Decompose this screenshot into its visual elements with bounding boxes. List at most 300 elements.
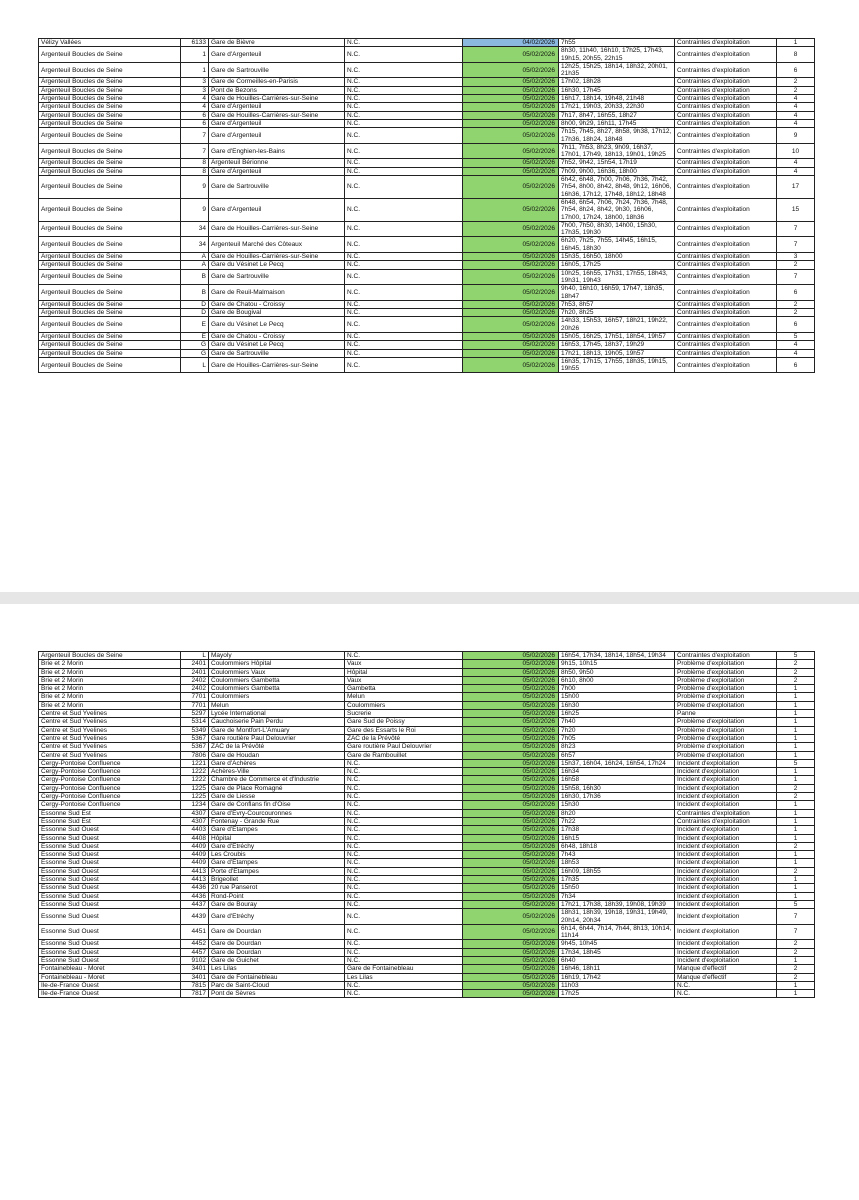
line-cell: 5349 xyxy=(181,726,209,734)
table-row xyxy=(39,198,815,221)
replacement-cell: N.C. xyxy=(345,909,463,925)
times-cell: 16h09, 18h55 xyxy=(559,867,675,875)
territory-cell: Argenteuil Boucles de Seine xyxy=(39,47,181,63)
times-cell: 8h50, 9h50 xyxy=(559,668,675,676)
date-cell: 05/02/2026 xyxy=(463,965,559,973)
line-cell: 7701 xyxy=(181,693,209,701)
table-row xyxy=(39,734,815,742)
times-cell: 17h25 xyxy=(559,990,675,998)
count-cell: 10 xyxy=(777,143,815,159)
times-cell: 9h40, 16h10, 16h59, 17h47, 18h35, 18h47 xyxy=(559,285,675,301)
reason-cell: Incident d'exploitation xyxy=(675,876,777,884)
date-cell: 05/02/2026 xyxy=(463,859,559,867)
territory-cell: Argenteuil Boucles de Seine xyxy=(39,86,181,94)
territory-cell: Centre et Sud Yvelines xyxy=(39,751,181,759)
table-row xyxy=(39,62,815,78)
date-cell: 05/02/2026 xyxy=(463,842,559,850)
count-cell: 1 xyxy=(777,981,815,989)
date-cell: 05/02/2026 xyxy=(463,867,559,875)
count-cell: 1 xyxy=(777,685,815,693)
territory-cell: Argenteuil Boucles de Seine xyxy=(39,159,181,167)
territory-cell: Argenteuil Boucles de Seine xyxy=(39,300,181,308)
territory-cell: Essonne Sud Ouest xyxy=(39,892,181,900)
stop-cell: Porte d'Etampes xyxy=(209,867,345,875)
replacement-cell: Les Lilas xyxy=(345,973,463,981)
stop-cell: Gare de Chatou - Croissy xyxy=(209,332,345,340)
table-row xyxy=(39,668,815,676)
line-cell: 1234 xyxy=(181,801,209,809)
replacement-cell: N.C. xyxy=(345,128,463,144)
reason-cell: Incident d'exploitation xyxy=(675,900,777,908)
table-row xyxy=(39,660,815,668)
stop-cell: Gare de Bièvre xyxy=(209,39,345,47)
line-cell: 1222 xyxy=(181,768,209,776)
date-cell: 05/02/2026 xyxy=(463,349,559,357)
count-cell: 1 xyxy=(777,734,815,742)
count-cell: 4 xyxy=(777,349,815,357)
times-cell: 6h10, 8h00 xyxy=(559,676,675,684)
replacement-cell: N.C. xyxy=(345,341,463,349)
replacement-cell: N.C. xyxy=(345,103,463,111)
date-cell: 05/02/2026 xyxy=(463,309,559,317)
stop-cell: Gare du Vésinet Le Pecq xyxy=(209,341,345,349)
times-cell: 7h34 xyxy=(559,892,675,900)
times-cell: 9h15, 10h15 xyxy=(559,660,675,668)
replacement-cell: N.C. xyxy=(345,851,463,859)
stop-cell: Gare de Place Romagné xyxy=(209,784,345,792)
table-row xyxy=(39,269,815,285)
table-row xyxy=(39,965,815,973)
table-row xyxy=(39,834,815,842)
date-cell: 05/02/2026 xyxy=(463,948,559,956)
count-cell: 1 xyxy=(777,851,815,859)
table-row xyxy=(39,86,815,94)
territory-cell: Cergy-Pontoise Confluence xyxy=(39,784,181,792)
date-cell: 05/02/2026 xyxy=(463,973,559,981)
replacement-cell: N.C. xyxy=(345,237,463,253)
count-cell: 7 xyxy=(777,269,815,285)
stop-cell: Gare de Montfort-L'Amuary xyxy=(209,726,345,734)
line-cell: A xyxy=(181,253,209,261)
line-cell: 2401 xyxy=(181,660,209,668)
territory-cell: Cergy-Pontoise Confluence xyxy=(39,759,181,767)
times-cell: 6h48, 6h54, 7h06, 7h24, 7h36, 7h48, 7h54, 8h24, 8h42, 9h30, 16h06, 17h00, 17h24, 18h00, 18h36 xyxy=(559,198,675,221)
date-cell: 05/02/2026 xyxy=(463,300,559,308)
count-cell: 5 xyxy=(777,652,815,660)
reason-cell: Contraintes d'exploitation xyxy=(675,95,777,103)
replacement-cell: N.C. xyxy=(345,809,463,817)
replacement-cell: Gare Sud de Poissy xyxy=(345,718,463,726)
line-cell: 2402 xyxy=(181,685,209,693)
table-row xyxy=(39,981,815,989)
cancellations-table-page-2 xyxy=(38,651,815,998)
territory-cell: Essonne Sud Ouest xyxy=(39,842,181,850)
replacement-cell: ZAC de la Prévôté xyxy=(345,734,463,742)
replacement-cell: Gambetta xyxy=(345,685,463,693)
count-cell: 8 xyxy=(777,47,815,63)
reason-cell: Incident d'exploitation xyxy=(675,768,777,776)
stop-cell: Gare d'Argenteuil xyxy=(209,103,345,111)
replacement-cell: N.C. xyxy=(345,143,463,159)
table-row xyxy=(39,652,815,660)
line-cell: D xyxy=(181,309,209,317)
table-row xyxy=(39,900,815,908)
reason-cell: Contraintes d'exploitation xyxy=(675,86,777,94)
line-cell: 2401 xyxy=(181,668,209,676)
table-row xyxy=(39,710,815,718)
reason-cell: Incident d'exploitation xyxy=(675,826,777,834)
times-cell: 7h09, 9h00, 16h36, 18h00 xyxy=(559,167,675,175)
count-cell: 4 xyxy=(777,119,815,127)
reason-cell: Manque d'effectif xyxy=(675,965,777,973)
replacement-cell: N.C. xyxy=(345,759,463,767)
stop-cell: Gare d'Argenteuil xyxy=(209,119,345,127)
times-cell: 7h20 xyxy=(559,726,675,734)
times-cell: 15h30 xyxy=(559,801,675,809)
line-cell: G xyxy=(181,341,209,349)
territory-cell: Essonne Sud Ouest xyxy=(39,956,181,964)
date-cell: 05/02/2026 xyxy=(463,751,559,759)
line-cell: 3401 xyxy=(181,965,209,973)
territory-cell: Centre et Sud Yvelines xyxy=(39,710,181,718)
times-cell: 6h57 xyxy=(559,751,675,759)
line-cell: 4403 xyxy=(181,826,209,834)
table-row xyxy=(39,924,815,940)
table-row xyxy=(39,973,815,981)
count-cell: 5 xyxy=(777,332,815,340)
line-cell: 4307 xyxy=(181,809,209,817)
date-cell: 05/02/2026 xyxy=(463,86,559,94)
table-row xyxy=(39,768,815,776)
count-cell: 1 xyxy=(777,768,815,776)
times-cell: 7h00, 7h50, 8h30, 14h00, 15h30, 17h35, 19h30 xyxy=(559,221,675,237)
reason-cell: Problème d'exploitation xyxy=(675,668,777,676)
count-cell: 6 xyxy=(777,62,815,78)
territory-cell: Essonne Sud Ouest xyxy=(39,900,181,908)
times-cell: 8h23 xyxy=(559,743,675,751)
territory-cell: Argenteuil Boucles de Seine xyxy=(39,237,181,253)
count-cell: 1 xyxy=(777,809,815,817)
reason-cell: Contraintes d'exploitation xyxy=(675,198,777,221)
table-row xyxy=(39,693,815,701)
stop-cell: Gare d'Argenteuil xyxy=(209,47,345,63)
reason-cell: Contraintes d'exploitation xyxy=(675,111,777,119)
stop-cell: Cauchoiserie Pain Perdu xyxy=(209,718,345,726)
replacement-cell: N.C. xyxy=(345,940,463,948)
replacement-cell: N.C. xyxy=(345,842,463,850)
date-cell: 05/02/2026 xyxy=(463,261,559,269)
stop-cell: Rond-Point xyxy=(209,892,345,900)
document-page-2 xyxy=(0,604,859,1200)
replacement-cell: Vaux xyxy=(345,676,463,684)
table-row xyxy=(39,759,815,767)
table-row xyxy=(39,253,815,261)
date-cell: 05/02/2026 xyxy=(463,710,559,718)
date-cell: 05/02/2026 xyxy=(463,119,559,127)
date-cell: 05/02/2026 xyxy=(463,876,559,884)
reason-cell: Contraintes d'exploitation xyxy=(675,237,777,253)
stop-cell: Gare d'Etréchy xyxy=(209,842,345,850)
reason-cell: Incident d'exploitation xyxy=(675,859,777,867)
replacement-cell: N.C. xyxy=(345,892,463,900)
table-row xyxy=(39,751,815,759)
territory-cell: Argenteuil Boucles de Seine xyxy=(39,176,181,199)
date-cell: 05/02/2026 xyxy=(463,693,559,701)
table-row xyxy=(39,111,815,119)
times-cell: 7h22 xyxy=(559,817,675,825)
date-cell: 05/02/2026 xyxy=(463,940,559,948)
date-cell: 05/02/2026 xyxy=(463,237,559,253)
reason-cell: N.C. xyxy=(675,981,777,989)
line-cell: 4409 xyxy=(181,859,209,867)
table-row xyxy=(39,95,815,103)
count-cell: 1 xyxy=(777,718,815,726)
date-cell: 05/02/2026 xyxy=(463,924,559,940)
date-cell: 05/02/2026 xyxy=(463,317,559,333)
line-cell: 8 xyxy=(181,159,209,167)
replacement-cell: N.C. xyxy=(345,39,463,47)
replacement-cell: N.C. xyxy=(345,300,463,308)
times-cell: 16h35, 17h15, 17h55, 18h35, 19h15, 19h55 xyxy=(559,357,675,373)
territory-cell: Essonne Sud Ouest xyxy=(39,834,181,842)
territory-cell: Argenteuil Boucles de Seine xyxy=(39,317,181,333)
table-row xyxy=(39,990,815,998)
line-cell: 5297 xyxy=(181,710,209,718)
stop-cell: Argenteuil Bérionne xyxy=(209,159,345,167)
times-cell: 12h25, 15h25, 18h14, 18h32, 20h01, 21h35 xyxy=(559,62,675,78)
stop-cell: Gare de Houilles-Carrières-sur-Seine xyxy=(209,357,345,373)
line-cell: 6 xyxy=(181,111,209,119)
table-row xyxy=(39,341,815,349)
reason-cell: Contraintes d'exploitation xyxy=(675,128,777,144)
times-cell: 16h30 xyxy=(559,701,675,709)
table-row xyxy=(39,859,815,867)
replacement-cell: N.C. xyxy=(345,349,463,357)
line-cell: E xyxy=(181,317,209,333)
reason-cell: Incident d'exploitation xyxy=(675,884,777,892)
replacement-cell: N.C. xyxy=(345,867,463,875)
cancellations-table-page-1 xyxy=(38,38,815,373)
table-row xyxy=(39,726,815,734)
stop-cell: Gare de Sartrouville xyxy=(209,176,345,199)
document-page-1 xyxy=(0,0,859,592)
replacement-cell: N.C. xyxy=(345,261,463,269)
date-cell: 05/02/2026 xyxy=(463,801,559,809)
times-cell: 6h20, 7h25, 7h55, 14h45, 16h15, 16h45, 18h30 xyxy=(559,237,675,253)
table-row xyxy=(39,237,815,253)
times-cell: 7h00 xyxy=(559,685,675,693)
stop-cell: Gare de Reuil-Malmaison xyxy=(209,285,345,301)
reason-cell: Contraintes d'exploitation xyxy=(675,285,777,301)
times-cell: 15h35, 16h50, 18h00 xyxy=(559,253,675,261)
date-cell: 05/02/2026 xyxy=(463,269,559,285)
times-cell: 16h17, 18h14, 19h48, 21h48 xyxy=(559,95,675,103)
stop-cell: Hôpital xyxy=(209,834,345,842)
count-cell: 1 xyxy=(777,876,815,884)
times-cell: 16h19, 17h42 xyxy=(559,973,675,981)
table-row xyxy=(39,261,815,269)
territory-cell: Argenteuil Boucles de Seine xyxy=(39,332,181,340)
reason-cell: Incident d'exploitation xyxy=(675,801,777,809)
times-cell: 16h30, 17h36 xyxy=(559,793,675,801)
replacement-cell: N.C. xyxy=(345,285,463,301)
territory-cell: Ile-de-France Ouest xyxy=(39,990,181,998)
table-row xyxy=(39,119,815,127)
line-cell: 5314 xyxy=(181,718,209,726)
table-row xyxy=(39,784,815,792)
count-cell: 2 xyxy=(777,793,815,801)
times-cell: 17h38 xyxy=(559,826,675,834)
reason-cell: Contraintes d'exploitation xyxy=(675,103,777,111)
line-cell: 4409 xyxy=(181,851,209,859)
date-cell: 05/02/2026 xyxy=(463,143,559,159)
times-cell: 6h40 xyxy=(559,956,675,964)
times-cell: 7h20, 8h25 xyxy=(559,309,675,317)
reason-cell: Contraintes d'exploitation xyxy=(675,341,777,349)
line-cell: 34 xyxy=(181,237,209,253)
stop-cell: Gare de Conflans fin d'Oise xyxy=(209,801,345,809)
table-row xyxy=(39,300,815,308)
line-cell: 7806 xyxy=(181,751,209,759)
stop-cell: Coulommiers xyxy=(209,693,345,701)
line-cell: 5367 xyxy=(181,743,209,751)
table-row xyxy=(39,317,815,333)
line-cell: 4436 xyxy=(181,884,209,892)
times-cell: 15h00 xyxy=(559,693,675,701)
count-cell: 7 xyxy=(777,237,815,253)
line-cell: 7 xyxy=(181,143,209,159)
table-row xyxy=(39,948,815,956)
table-row xyxy=(39,956,815,964)
replacement-cell: N.C. xyxy=(345,253,463,261)
table-row xyxy=(39,39,815,47)
table-row xyxy=(39,826,815,834)
count-cell: 1 xyxy=(777,693,815,701)
count-cell: 4 xyxy=(777,167,815,175)
line-cell: B xyxy=(181,269,209,285)
line-cell: 5367 xyxy=(181,734,209,742)
date-cell: 05/02/2026 xyxy=(463,990,559,998)
table-row xyxy=(39,876,815,884)
replacement-cell: N.C. xyxy=(345,332,463,340)
line-cell: 4457 xyxy=(181,948,209,956)
line-cell: 4437 xyxy=(181,900,209,908)
count-cell: 2 xyxy=(777,784,815,792)
territory-cell: Centre et Sud Yvelines xyxy=(39,743,181,751)
reason-cell: Contraintes d'exploitation xyxy=(675,349,777,357)
replacement-cell: Gare routière Paul Delouvrier xyxy=(345,743,463,751)
count-cell: 6 xyxy=(777,317,815,333)
table-row xyxy=(39,167,815,175)
reason-cell: Contraintes d'exploitation xyxy=(675,317,777,333)
count-cell: 5 xyxy=(777,900,815,908)
reason-cell: Problème d'exploitation xyxy=(675,726,777,734)
times-cell: 6h48, 18h18 xyxy=(559,842,675,850)
table-row xyxy=(39,809,815,817)
territory-cell: Essonne Sud Ouest xyxy=(39,909,181,925)
stop-cell: Gare d'Enghien-les-Bains xyxy=(209,143,345,159)
replacement-cell: N.C. xyxy=(345,159,463,167)
count-cell: 2 xyxy=(777,676,815,684)
line-cell: L xyxy=(181,357,209,373)
line-cell: 7 xyxy=(181,128,209,144)
stop-cell: Mayoly xyxy=(209,652,345,660)
territory-cell: Argenteuil Boucles de Seine xyxy=(39,341,181,349)
times-cell: 17h35 xyxy=(559,876,675,884)
replacement-cell: N.C. xyxy=(345,309,463,317)
reason-cell: Contraintes d'exploitation xyxy=(675,652,777,660)
replacement-cell: Melun xyxy=(345,693,463,701)
table-row xyxy=(39,349,815,357)
line-cell: 3 xyxy=(181,86,209,94)
times-cell: 17h21, 17h38, 18h39, 19h08, 19h39 xyxy=(559,900,675,908)
times-cell: 6h14, 6h44, 7h14, 7h44, 8h13, 10h14, 11h14 xyxy=(559,924,675,940)
reason-cell: Contraintes d'exploitation xyxy=(675,143,777,159)
times-cell: 7h40 xyxy=(559,718,675,726)
table-row xyxy=(39,884,815,892)
times-cell: 6h42, 6h48, 7h00, 7h06, 7h36, 7h42, 7h54, 8h00, 8h42, 8h48, 9h12, 16h06, 16h36, 17h12, 17h48, 18h12, 18h48 xyxy=(559,176,675,199)
reason-cell: Contraintes d'exploitation xyxy=(675,253,777,261)
stop-cell: Gare d'Etampes xyxy=(209,826,345,834)
territory-cell: Essonne Sud Ouest xyxy=(39,948,181,956)
times-cell: 16h54, 17h34, 18h14, 18h54, 19h34 xyxy=(559,652,675,660)
reason-cell: Problème d'exploitation xyxy=(675,676,777,684)
count-cell: 4 xyxy=(777,159,815,167)
date-cell: 05/02/2026 xyxy=(463,221,559,237)
table-row xyxy=(39,309,815,317)
replacement-cell: N.C. xyxy=(345,924,463,940)
table-row xyxy=(39,892,815,900)
replacement-cell: N.C. xyxy=(345,784,463,792)
stop-cell: Gare de Sartrouville xyxy=(209,269,345,285)
count-cell: 1 xyxy=(777,710,815,718)
count-cell: 2 xyxy=(777,300,815,308)
times-cell: 7h43 xyxy=(559,851,675,859)
territory-cell: Argenteuil Boucles de Seine xyxy=(39,253,181,261)
reason-cell: Panne xyxy=(675,710,777,718)
date-cell: 05/02/2026 xyxy=(463,285,559,301)
replacement-cell: Hôpital xyxy=(345,668,463,676)
date-cell: 05/02/2026 xyxy=(463,768,559,776)
table-row xyxy=(39,817,815,825)
count-cell: 1 xyxy=(777,39,815,47)
date-cell: 05/02/2026 xyxy=(463,685,559,693)
reason-cell: Contraintes d'exploitation xyxy=(675,119,777,127)
replacement-cell: N.C. xyxy=(345,78,463,86)
territory-cell: Cergy-Pontoise Confluence xyxy=(39,768,181,776)
territory-cell: Brie et 2 Morin xyxy=(39,668,181,676)
stop-cell: Coulommiers Gambetta xyxy=(209,676,345,684)
reason-cell: Contraintes d'exploitation xyxy=(675,300,777,308)
table-row xyxy=(39,867,815,875)
date-cell: 05/02/2026 xyxy=(463,909,559,925)
territory-cell: Argenteuil Boucles de Seine xyxy=(39,198,181,221)
territory-cell: Brie et 2 Morin xyxy=(39,685,181,693)
count-cell: 1 xyxy=(777,776,815,784)
reason-cell: Contraintes d'exploitation xyxy=(675,357,777,373)
count-cell: 7 xyxy=(777,909,815,925)
replacement-cell: N.C. xyxy=(345,119,463,127)
replacement-cell: N.C. xyxy=(345,176,463,199)
stop-cell: Gare d'Argenteuil xyxy=(209,128,345,144)
replacement-cell: N.C. xyxy=(345,884,463,892)
stop-cell: Brigeollet xyxy=(209,876,345,884)
reason-cell: Incident d'exploitation xyxy=(675,867,777,875)
territory-cell: Essonne Sud Ouest xyxy=(39,884,181,892)
stop-cell: Gare de Guichet xyxy=(209,956,345,964)
times-cell: 9h45, 10h45 xyxy=(559,940,675,948)
reason-cell: Problème d'exploitation xyxy=(675,660,777,668)
